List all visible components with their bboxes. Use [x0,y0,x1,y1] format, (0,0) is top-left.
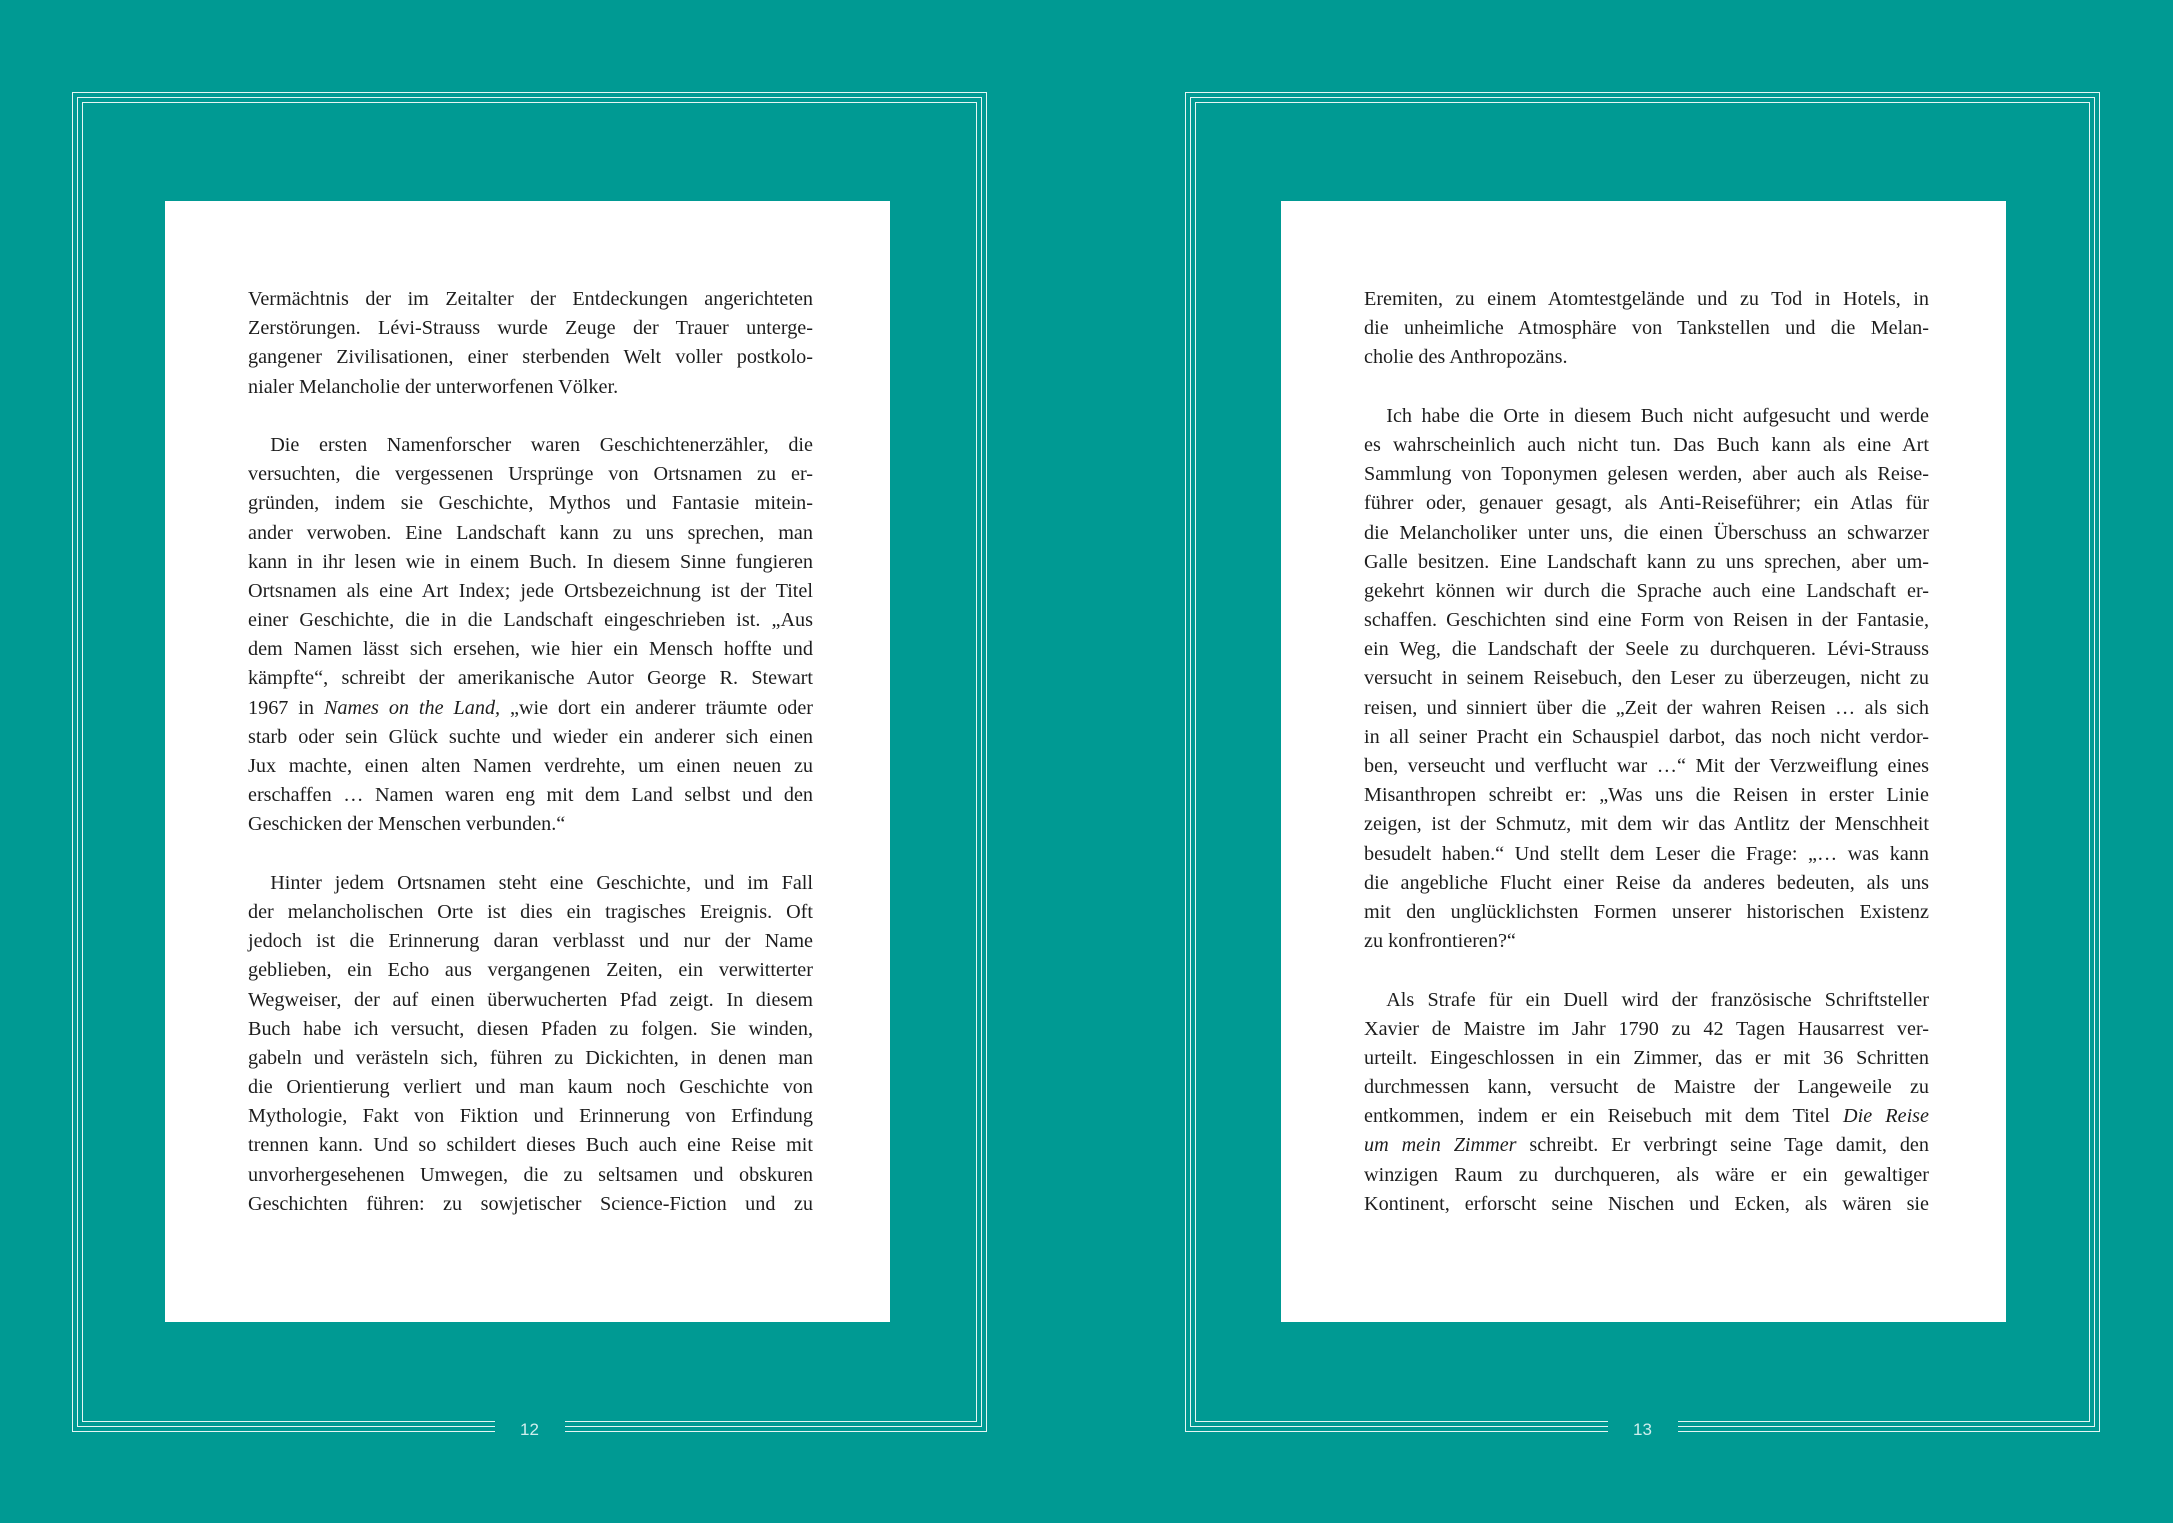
book-title: Die Reise [1843,1105,1929,1128]
text-segment: schreibt. Er verbringt seine Tage damit, den [1516,1134,1929,1157]
text-line: es wahrscheinlich auch nicht tun. Das Buch kann als eine Art [1364,433,1929,456]
left-page [72,92,987,1439]
text-line: ein Weg, die Landschaft der Seele zu durchqueren. Lévi-Strauss [1364,638,1929,661]
text-segment: 1967 in [248,696,324,719]
text-line: die angebliche Flucht einer Reise da anderes bedeuten, als uns [1364,871,1929,894]
text-line-with-title [1364,1131,1929,1160]
text-line: cholie des Anthropozäns. [1364,346,1568,369]
text-line: jedoch ist die Erinnerung daran verblasst und nur der Name [248,930,813,953]
text-line: Sammlung von Toponymen gelesen werden, aber auch als Reise- [1364,463,1929,486]
text-line: ander verwoben. Eine Landschaft kann zu uns sprechen, man [248,521,813,544]
text-line: versucht in seinem Reisebuch, den Leser zu überzeugen, nicht zu [1364,667,1929,690]
text-line: führer oder, genauer gesagt, als Anti-Reiseführer; ein Atlas für [1364,492,1929,515]
text-block [165,201,890,1322]
text-line: erschaffen … Namen waren eng mit dem Land selbst und den [248,784,813,807]
text-line: Geschichten führen: zu sowjetischer Science-Fiction und zu [248,1192,813,1215]
text-line: trennen kann. Und so schildert dieses Buch auch eine Reise mit [248,1134,813,1157]
text-line: kämpfte“, schreibt der amerikanische Autor George R. Stewart [248,667,813,690]
text-line: urteilt. Eingeschlossen in ein Zimmer, das er mit 36 Schritten [1364,1046,1929,1069]
text-line: die Melancholiker unter uns, die einen Überschuss an schwarzer [1364,521,1929,544]
text-line: Kontinent, erforscht seine Nischen und Ecken, als wären sie [1364,1192,1929,1215]
text-segment: „wie dort ein anderer träumte oder [500,696,813,719]
text-line: schaffen. Geschichten sind eine Form von Reisen in der Fantasie, [1364,609,1929,632]
book-title: um mein Zimmer [1364,1134,1517,1157]
text-line: versuchten, die vergessenen Ursprünge von Ortsnamen zu er- [248,463,813,486]
page-number: 13 [1608,1416,1678,1444]
text-line: Geschicken der Menschen verbunden.“ [248,813,566,836]
text-line: nialer Melancholie der unterworfenen Völker. [248,375,619,398]
text-line: die Orientierung verliert und man kaum noch Geschichte von [248,1076,813,1099]
page-number: 12 [495,1416,565,1444]
text-line: Vermächtnis der im Zeitalter der Entdeckungen angerichteten [248,288,813,310]
text-line: geblieben, ein Echo aus vergangenen Zeiten, ein verwitterter [248,959,813,982]
text-line-with-title [248,694,813,723]
text-line: Als Strafe für ein Duell wird der französische Schriftsteller [1386,988,1929,1011]
right-page [1185,92,2100,1439]
text-line: Eremiten, zu einem Atomtestgelände und zu Tod in Hotels, in [1364,288,1929,310]
text-line: Wegweiser, der auf einen überwucherten Pfad zeigt. In diesem [248,988,813,1011]
text-line: gabeln und verästeln sich, führen zu Dickichten, in denen man [248,1046,813,1069]
book-title: Names on the Land, [323,696,501,719]
text-line: gangener Zivilisationen, einer sterbenden Welt voller postkolo- [248,346,813,369]
text-line: Ortsnamen als eine Art Index; jede Ortsbezeichnung ist der Titel [248,579,813,602]
text-line: Xavier de Maistre im Jahr 1790 zu 42 Tagen Hausarrest ver- [1364,1017,1929,1040]
text-line: Buch habe ich versucht, diesen Pfaden zu folgen. Sie winden, [248,1017,813,1040]
text-line: durchmessen kann, versucht de Maistre der Langeweile zu [1364,1076,1929,1099]
text-segment: entkommen, indem er ein Reisebuch mit dem Titel [1364,1105,1843,1128]
text-line: starb oder sein Glück suchte und wieder ein anderer sich einen [248,725,813,748]
text-line: einer Geschichte, die in die Landschaft eingeschrieben ist. „Aus [248,609,813,632]
text-line: gekehrt können wir durch die Sprache auch eine Landschaft er- [1364,579,1929,602]
text-line-with-title [1364,1102,1929,1131]
text-line: Mythologie, Fakt von Fiktion und Erinnerung von Erfindung [248,1105,813,1128]
text-block [1281,201,2006,1322]
text-line: mit den unglücklichsten Formen unserer historischen Existenz [1364,900,1929,923]
body-text [1364,285,1929,1219]
text-line: gründen, indem sie Geschichte, Mythos und Fantasie mitein- [248,492,813,515]
text-line: die unheimliche Atmosphäre von Tankstellen und die Melan- [1364,317,1929,340]
text-line: dem Namen lässt sich ersehen, wie hier ein Mensch hoffte und [248,638,813,661]
text-line: Hinter jedem Ortsnamen steht eine Geschichte, und im Fall [270,871,813,894]
text-line: besudelt haben.“ Und stellt dem Leser die Frage: „… was kann [1364,842,1929,865]
text-line: zu konfrontieren?“ [1364,930,1516,953]
text-line: winzigen Raum zu durchqueren, als wäre er ein gewaltiger [1364,1163,1929,1186]
text-line: reisen, und sinniert über die „Zeit der wahren Reisen … als sich [1364,696,1929,719]
text-line: Die ersten Namenforscher waren Geschichtenerzähler, die [270,433,813,456]
text-line: Zerstörungen. Lévi-Strauss wurde Zeuge der Trauer unterge- [248,317,813,340]
text-line: in all seiner Pracht ein Schauspiel darbot, das noch nicht verdor- [1364,725,1929,748]
text-line: Jux machte, einen alten Namen verdrehte, um einen neuen zu [248,755,813,777]
text-line: Misanthropen schreibt er: „Was uns die Reisen in erster Linie [1364,784,1929,807]
text-line: ben, verseucht und verflucht war …“ Mit der Verzweiflung eines [1364,755,1929,777]
text-line: zeigen, ist der Schmutz, mit dem wir das Antlitz der Menschheit [1364,813,1929,836]
text-line: der melancholischen Orte ist dies ein tragisches Ereignis. Oft [248,900,813,923]
body-text [248,285,813,1219]
text-line: Ich habe die Orte in diesem Buch nicht aufgesucht und werde [1386,404,1929,427]
text-line: kann in ihr lesen wie in einem Buch. In diesem Sinne fungieren [248,550,813,573]
text-line: unvorhergesehenen Umwegen, die zu seltsamen und obskuren [248,1163,813,1186]
text-line: Galle besitzen. Eine Landschaft kann zu uns sprechen, aber um- [1364,550,1929,573]
